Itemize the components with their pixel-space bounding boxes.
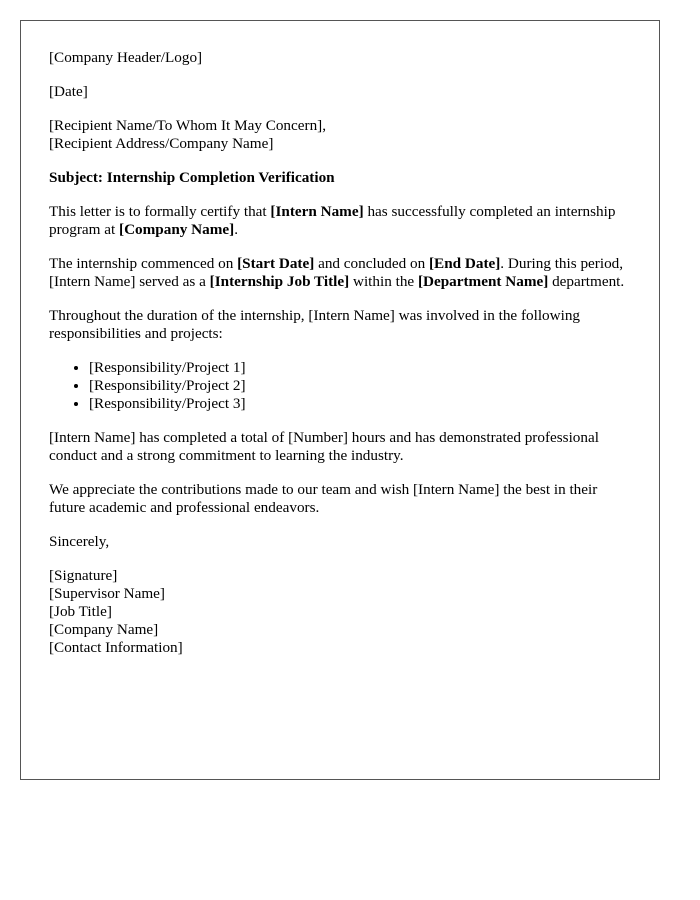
letter-page xyxy=(20,20,660,780)
text-run: within the xyxy=(349,273,418,290)
signature-block xyxy=(49,567,631,657)
dates-paragraph xyxy=(49,255,631,291)
list-item: • [Responsibility/Project 1] xyxy=(89,359,631,377)
signature-line: [Signature] xyxy=(49,567,118,584)
start-date-field: [Start Date] xyxy=(237,255,315,272)
hours-paragraph: [Intern Name] has completed a total of [Number] hours and has demonstrated professional conduct and a strong commitment to learning the industry. xyxy=(49,429,599,464)
responsibilities-intro: Throughout the duration of the internship, [Intern Name] was involved in the following responsibilities and projects: xyxy=(49,307,581,342)
text-run: department. xyxy=(548,273,625,290)
department-name-field: [Department Name] xyxy=(417,273,549,290)
text-run: The internship commenced on xyxy=(49,255,238,272)
subject-text: Subject: Internship Completion Verification xyxy=(49,169,335,186)
text-run: . xyxy=(234,221,238,238)
recipient-name: [Recipient Name/To Whom It May Concern], xyxy=(49,117,327,134)
certification-paragraph xyxy=(49,203,631,239)
recipient-block xyxy=(49,117,631,153)
list-item: • [Responsibility/Project 3] xyxy=(89,395,631,413)
subject-line xyxy=(49,169,631,187)
end-date-field: [End Date] xyxy=(429,255,501,272)
signature-company-name: [Company Name] xyxy=(49,621,159,638)
supervisor-name: [Supervisor Name] xyxy=(49,585,165,602)
text-run: and concluded on xyxy=(314,255,429,272)
supervisor-job-title: [Job Title] xyxy=(49,603,112,620)
text-run: This letter is to formally certify that xyxy=(49,203,271,220)
intern-name-field: [Intern Name] xyxy=(270,203,364,220)
letter-date: [Date] xyxy=(49,83,88,100)
closing: Sincerely, xyxy=(49,533,110,550)
text-run: has successfully completed an internship program at xyxy=(49,203,616,238)
appreciation-paragraph: We appreciate the contributions made to our team and wish [Intern Name] the best in their future academic and professional endeavors. xyxy=(49,481,598,516)
company-header: [Company Header/Logo] xyxy=(49,49,203,66)
company-name-field: [Company Name] xyxy=(119,221,235,238)
job-title-field: [Internship Job Title] xyxy=(209,273,350,290)
contact-information: [Contact Information] xyxy=(49,639,183,656)
responsibilities-list xyxy=(49,359,631,413)
list-item: • [Responsibility/Project 2] xyxy=(89,377,631,395)
recipient-address: [Recipient Address/Company Name] xyxy=(49,135,274,152)
text-run: . During this period, [Intern Name] served as a xyxy=(49,255,624,290)
